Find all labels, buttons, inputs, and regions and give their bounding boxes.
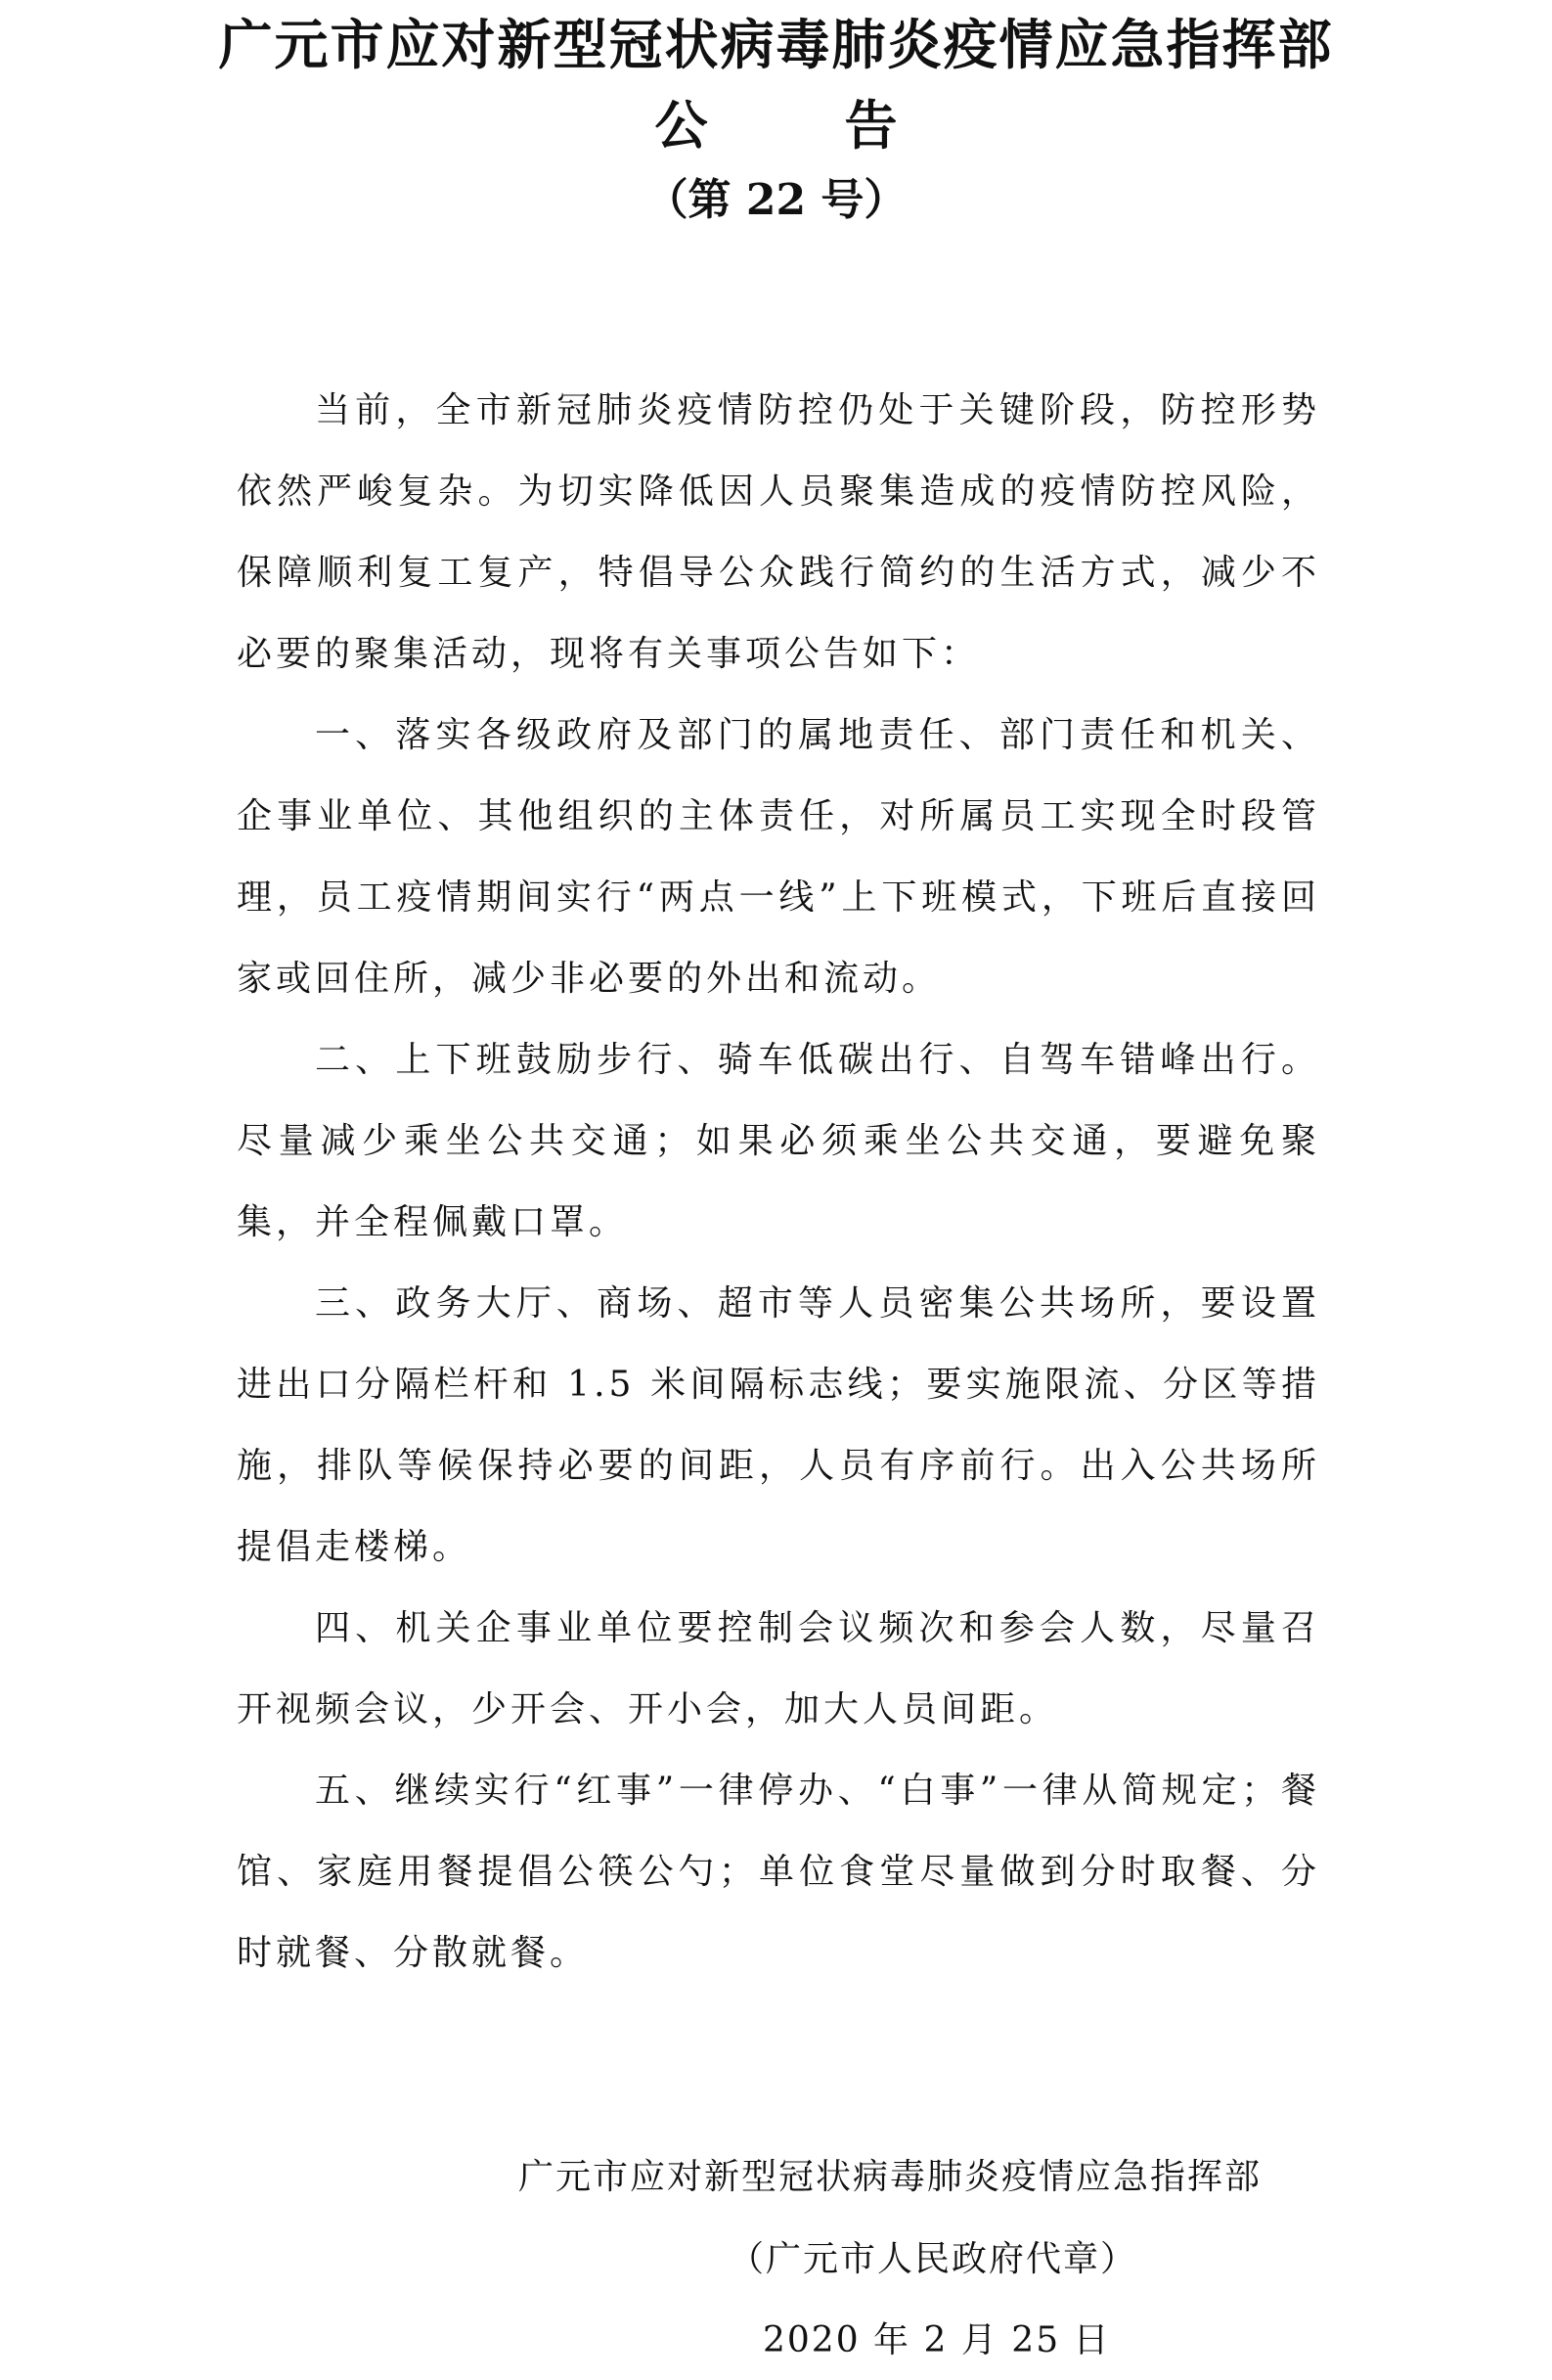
paragraph-item-5: 五、继续实行“红事”一律停办、“白事”一律从简规定；餐馆、家庭用餐提倡公筷公勺；单位食堂尽量做到分时取餐、分时就餐、分散就餐。 xyxy=(237,1771,1320,1973)
paragraph-item-4: 四、机关企事业单位要控制会议频次和参会人数，尽量召开视频会议，少开会、开小会，加大人员间距。 xyxy=(237,1608,1320,1729)
paragraph-item-1: 一、落实各级政府及部门的属地责任、部门责任和机关、企事业单位、其他组织的主体责任，对所属员工实现全时段管理，员工疫情期间实行“两点一线”上下班模式，下班后直接回家或回住所，减少非必要的外出和流动。 xyxy=(237,715,1320,999)
paragraph-intro: 当前，全市新冠肺炎疫情防控仍处于关键阶段，防控形势依然严峻复杂。为切实降低因人员聚集造成的疫情防控风险，保障顺利复工复产，特倡导公众践行简约的生活方式，减少不必要的聚集活动，现将有关事项公告如下： xyxy=(237,390,1320,674)
paragraph-item-2: 二、上下班鼓励步行、骑车低碳出行、自驾车错峰出行。尽量减少乘坐公共交通；如果必须乘坐公共交通，要避免聚集，并全程佩戴口罩。 xyxy=(237,1040,1320,1242)
signature-seal-note: （广元市人民政府代章） xyxy=(729,2239,1138,2279)
subtitle-right-char: 告 xyxy=(844,94,898,157)
document-subtitle xyxy=(0,86,1552,164)
signature-organization: 广元市应对新型冠状病毒肺炎疫情应急指挥部 xyxy=(518,2157,1263,2197)
announcement-number: （第 22 号） xyxy=(644,175,908,225)
signature-date: 2020 年 2 月 25 日 xyxy=(763,2320,1111,2360)
document-body xyxy=(237,370,1320,1994)
document-title: 广元市应对新型冠状病毒肺炎疫情应急指挥部 xyxy=(218,13,1334,76)
subtitle-left-char: 公 xyxy=(654,94,708,157)
paragraph-item-3: 三、政务大厅、商场、超市等人员密集公共场所，要设置进出口分隔栏杆和 1.5 米间隔标志线；要实施限流、分区等措施，排队等候保持必要的间距，人员有序前行。出入公共场所提倡走楼梯。 xyxy=(237,1283,1320,1567)
